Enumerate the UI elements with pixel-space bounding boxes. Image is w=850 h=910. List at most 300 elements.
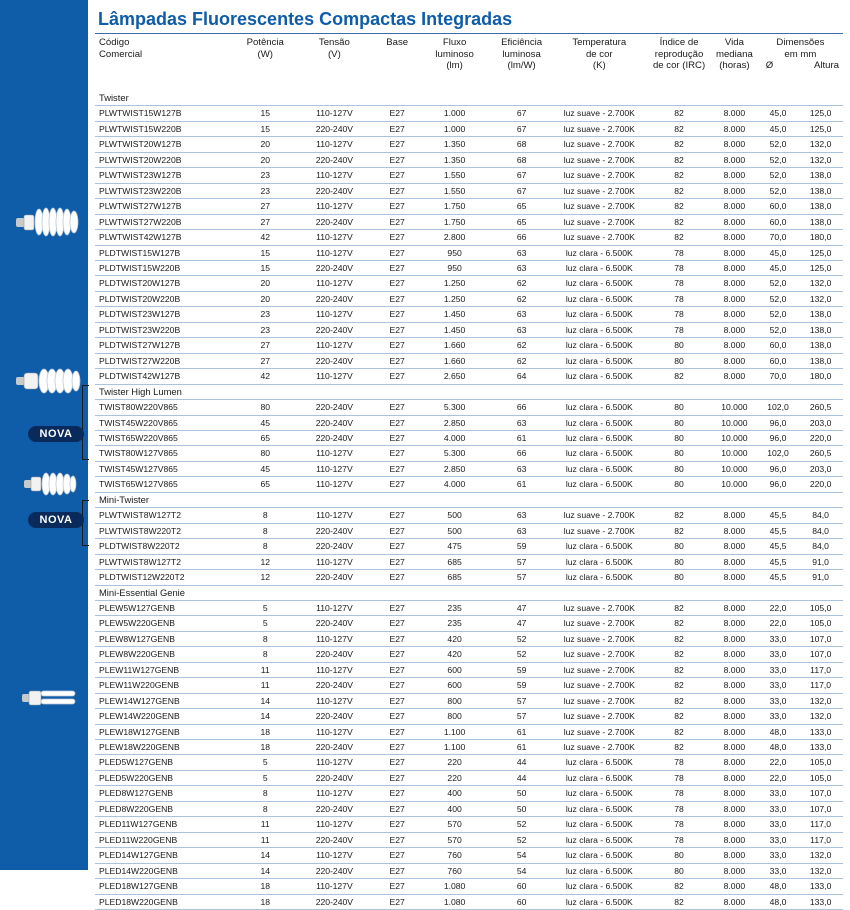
- cell-code: TWIST45W220V865: [95, 415, 239, 430]
- table-row: [95, 755, 843, 770]
- cell-irc: 80: [647, 539, 711, 554]
- cell-height: 138,0: [798, 307, 843, 322]
- cell-base: E27: [377, 400, 417, 415]
- cell-base: E27: [377, 199, 417, 214]
- cell-temperature: luz suave - 2.700K: [551, 740, 647, 755]
- cell-diameter: 33,0: [758, 647, 798, 662]
- cell-temperature: luz suave - 2.700K: [551, 662, 647, 677]
- cell-height: 138,0: [798, 322, 843, 337]
- cell-life: 8.000: [711, 353, 758, 368]
- genie-lamp-icon: [20, 686, 80, 710]
- cell-flux: 600: [417, 678, 491, 693]
- cell-voltage: 110-127V: [292, 276, 377, 291]
- cell-height: 132,0: [798, 291, 843, 306]
- cell-power: 8: [239, 523, 292, 538]
- cell-flux: 1.550: [417, 183, 491, 198]
- cell-life: 8.000: [711, 554, 758, 569]
- cell-flux: 400: [417, 786, 491, 801]
- cell-voltage: 220-240V: [292, 121, 377, 136]
- cell-life: 8.000: [711, 152, 758, 167]
- cell-efficiency: 65: [492, 199, 552, 214]
- cell-diameter: 45,5: [758, 508, 798, 523]
- table-header-row: [95, 34, 843, 91]
- cell-height: 132,0: [798, 709, 843, 724]
- table-row: [95, 879, 843, 894]
- cell-base: E27: [377, 121, 417, 136]
- cell-efficiency: 52: [492, 817, 552, 832]
- cell-life: 8.000: [711, 539, 758, 554]
- cell-efficiency: 65: [492, 214, 552, 229]
- cell-efficiency: 63: [492, 307, 552, 322]
- cell-irc: 80: [647, 400, 711, 415]
- cell-code: TWIST45W127V865: [95, 461, 239, 476]
- cell-code: PLED5W220GENB: [95, 770, 239, 785]
- cell-height: 117,0: [798, 678, 843, 693]
- cell-temperature: luz clara - 6.500K: [551, 307, 647, 322]
- cell-temperature: luz suave - 2.700K: [551, 199, 647, 214]
- cell-base: E27: [377, 662, 417, 677]
- table-row: [95, 415, 843, 430]
- cell-temperature: luz clara - 6.500K: [551, 322, 647, 337]
- cell-diameter: 33,0: [758, 662, 798, 677]
- cell-code: PLWTWIST23W220B: [95, 183, 239, 198]
- cell-height: 105,0: [798, 616, 843, 631]
- cell-code: PLDTWIST8W220T2: [95, 539, 239, 554]
- cell-power: 23: [239, 307, 292, 322]
- cell-diameter: 60,0: [758, 338, 798, 353]
- cell-power: 18: [239, 740, 292, 755]
- table-row: [95, 291, 843, 306]
- cell-irc: 82: [647, 152, 711, 167]
- cell-code: PLWTWIST20W220B: [95, 152, 239, 167]
- cell-base: E27: [377, 446, 417, 461]
- cell-power: 65: [239, 430, 292, 445]
- cell-life: 8.000: [711, 740, 758, 755]
- table-row: [95, 245, 843, 260]
- table-row: [95, 461, 843, 476]
- cell-base: E27: [377, 879, 417, 894]
- cell-code: PLDTWIST15W127B: [95, 245, 239, 260]
- cell-height: 220,0: [798, 430, 843, 445]
- cell-temperature: luz clara - 6.500K: [551, 539, 647, 554]
- cell-height: 133,0: [798, 740, 843, 755]
- cell-base: E27: [377, 786, 417, 801]
- cell-temperature: luz clara - 6.500K: [551, 570, 647, 585]
- cell-code: PLED18W220GENB: [95, 894, 239, 909]
- cell-life: 8.000: [711, 291, 758, 306]
- cell-flux: 2.850: [417, 415, 491, 430]
- cell-power: 18: [239, 724, 292, 739]
- cell-temperature: luz clara - 6.500K: [551, 245, 647, 260]
- page-title: Lâmpadas Fluorescentes Compactas Integradas: [98, 9, 513, 29]
- cell-flux: 420: [417, 631, 491, 646]
- cell-temperature: luz suave - 2.700K: [551, 709, 647, 724]
- cell-code: PLED8W220GENB: [95, 801, 239, 816]
- cell-base: E27: [377, 616, 417, 631]
- cell-diameter: 70,0: [758, 369, 798, 384]
- cell-diameter: 33,0: [758, 678, 798, 693]
- cell-temperature: luz suave - 2.700K: [551, 121, 647, 136]
- cell-height: 117,0: [798, 832, 843, 847]
- cell-temperature: luz clara - 6.500K: [551, 848, 647, 863]
- cell-base: E27: [377, 894, 417, 909]
- cell-code: PLDTWIST27W220B: [95, 353, 239, 368]
- cell-efficiency: 63: [492, 322, 552, 337]
- cell-height: 105,0: [798, 755, 843, 770]
- cell-irc: 82: [647, 709, 711, 724]
- cell-base: E27: [377, 230, 417, 245]
- cell-code: TWIST65W220V865: [95, 430, 239, 445]
- cell-temperature: luz clara - 6.500K: [551, 770, 647, 785]
- cell-base: E27: [377, 260, 417, 275]
- cell-code: TWIST65W127V865: [95, 477, 239, 492]
- cell-irc: 82: [647, 894, 711, 909]
- cell-height: 105,0: [798, 770, 843, 785]
- cell-irc: 82: [647, 724, 711, 739]
- cell-life: 8.000: [711, 137, 758, 152]
- cell-diameter: 22,0: [758, 616, 798, 631]
- cell-voltage: 220-240V: [292, 152, 377, 167]
- cell-life: 8.000: [711, 600, 758, 615]
- table-row: [95, 430, 843, 445]
- cell-diameter: 52,0: [758, 183, 798, 198]
- cell-code: PLEW5W220GENB: [95, 616, 239, 631]
- cell-efficiency: 63: [492, 415, 552, 430]
- cell-base: E27: [377, 183, 417, 198]
- cell-efficiency: 63: [492, 508, 552, 523]
- cell-power: 5: [239, 770, 292, 785]
- cell-flux: 1.000: [417, 121, 491, 136]
- cell-irc: 78: [647, 245, 711, 260]
- cell-diameter: 45,0: [758, 106, 798, 121]
- cell-voltage: 110-127V: [292, 662, 377, 677]
- cell-temperature: luz suave - 2.700K: [551, 152, 647, 167]
- cell-power: 8: [239, 631, 292, 646]
- cell-power: 23: [239, 168, 292, 183]
- cell-height: 117,0: [798, 817, 843, 832]
- cell-flux: 1.660: [417, 353, 491, 368]
- cell-flux: 950: [417, 245, 491, 260]
- cell-efficiency: 62: [492, 276, 552, 291]
- cell-voltage: 110-127V: [292, 230, 377, 245]
- cell-irc: 78: [647, 276, 711, 291]
- cell-life: 8.000: [711, 879, 758, 894]
- cell-flux: 1.100: [417, 724, 491, 739]
- cell-voltage: 220-240V: [292, 183, 377, 198]
- table-row: [95, 230, 843, 245]
- group-name: Twister: [95, 91, 843, 106]
- cell-diameter: 60,0: [758, 214, 798, 229]
- cell-base: E27: [377, 214, 417, 229]
- cell-power: 8: [239, 508, 292, 523]
- cell-temperature: luz clara - 6.500K: [551, 832, 647, 847]
- cell-base: E27: [377, 106, 417, 121]
- cell-power: 42: [239, 369, 292, 384]
- cell-height: 84,0: [798, 539, 843, 554]
- cell-code: PLWTWIST8W127T2: [95, 554, 239, 569]
- cell-power: 80: [239, 446, 292, 461]
- cell-power: 11: [239, 678, 292, 693]
- cell-height: 138,0: [798, 214, 843, 229]
- cell-efficiency: 63: [492, 260, 552, 275]
- cell-code: TWIST80W127V865: [95, 446, 239, 461]
- cell-base: E27: [377, 291, 417, 306]
- cell-height: 203,0: [798, 415, 843, 430]
- cell-code: PLED18W127GENB: [95, 879, 239, 894]
- cell-voltage: 220-240V: [292, 709, 377, 724]
- cell-temperature: luz clara - 6.500K: [551, 291, 647, 306]
- cell-base: E27: [377, 709, 417, 724]
- cell-irc: 80: [647, 446, 711, 461]
- table-row: [95, 600, 843, 615]
- cell-irc: 80: [647, 430, 711, 445]
- cell-temperature: luz clara - 6.500K: [551, 415, 647, 430]
- spec-table-container: [95, 33, 843, 910]
- cell-efficiency: 59: [492, 539, 552, 554]
- cell-temperature: luz suave - 2.700K: [551, 523, 647, 538]
- table-row: [95, 152, 843, 167]
- cell-voltage: 220-240V: [292, 570, 377, 585]
- cell-voltage: 220-240V: [292, 647, 377, 662]
- cell-life: 10.000: [711, 446, 758, 461]
- cell-irc: 82: [647, 137, 711, 152]
- cell-voltage: 110-127V: [292, 307, 377, 322]
- cell-irc: 80: [647, 415, 711, 430]
- cell-life: 8.000: [711, 245, 758, 260]
- cell-efficiency: 62: [492, 338, 552, 353]
- cell-power: 5: [239, 600, 292, 615]
- cell-irc: 82: [647, 662, 711, 677]
- twister-lamp-icon: [14, 204, 82, 240]
- cell-diameter: 52,0: [758, 291, 798, 306]
- cell-power: 18: [239, 894, 292, 909]
- col-header-code: Código Comercial: [99, 37, 143, 60]
- cell-temperature: luz clara - 6.500K: [551, 477, 647, 492]
- cell-life: 8.000: [711, 276, 758, 291]
- cell-voltage: 110-127V: [292, 461, 377, 476]
- cell-irc: 78: [647, 832, 711, 847]
- cell-temperature: luz clara - 6.500K: [551, 400, 647, 415]
- cell-height: 84,0: [798, 523, 843, 538]
- cell-height: 84,0: [798, 508, 843, 523]
- cell-efficiency: 59: [492, 662, 552, 677]
- table-row: [95, 848, 843, 863]
- cell-life: 8.000: [711, 214, 758, 229]
- cell-power: 15: [239, 245, 292, 260]
- cell-code: PLED5W127GENB: [95, 755, 239, 770]
- cell-code: PLDTWIST42W127B: [95, 369, 239, 384]
- cell-diameter: 60,0: [758, 199, 798, 214]
- cell-flux: 220: [417, 770, 491, 785]
- cell-diameter: 45,5: [758, 523, 798, 538]
- table-row: [95, 183, 843, 198]
- cell-voltage: 220-240V: [292, 214, 377, 229]
- cell-temperature: luz clara - 6.500K: [551, 276, 647, 291]
- cell-voltage: 110-127V: [292, 817, 377, 832]
- cell-life: 8.000: [711, 647, 758, 662]
- cell-temperature: luz suave - 2.700K: [551, 631, 647, 646]
- cell-efficiency: 68: [492, 137, 552, 152]
- cell-flux: 4.000: [417, 430, 491, 445]
- cell-flux: 1.450: [417, 322, 491, 337]
- group-bracket: [82, 385, 89, 460]
- cell-height: 138,0: [798, 199, 843, 214]
- table-row: [95, 137, 843, 152]
- table-row: [95, 106, 843, 121]
- cell-diameter: 48,0: [758, 879, 798, 894]
- cell-power: 14: [239, 709, 292, 724]
- table-row: [95, 322, 843, 337]
- cell-efficiency: 61: [492, 477, 552, 492]
- cell-voltage: 110-127V: [292, 600, 377, 615]
- table-row: [95, 369, 843, 384]
- cell-power: 23: [239, 183, 292, 198]
- cell-height: 220,0: [798, 477, 843, 492]
- cell-life: 8.000: [711, 338, 758, 353]
- cell-height: 132,0: [798, 863, 843, 878]
- cell-efficiency: 50: [492, 801, 552, 816]
- cell-diameter: 45,5: [758, 554, 798, 569]
- cell-flux: 760: [417, 863, 491, 878]
- cell-diameter: 22,0: [758, 770, 798, 785]
- cell-flux: 1.550: [417, 168, 491, 183]
- cell-voltage: 220-240V: [292, 863, 377, 878]
- cell-base: E27: [377, 848, 417, 863]
- spec-table: [95, 34, 843, 910]
- cell-flux: 760: [417, 848, 491, 863]
- cell-code: PLWTWIST8W127T2: [95, 508, 239, 523]
- cell-diameter: 52,0: [758, 307, 798, 322]
- cell-base: E27: [377, 523, 417, 538]
- cell-power: 20: [239, 276, 292, 291]
- cell-temperature: luz suave - 2.700K: [551, 214, 647, 229]
- table-row: [95, 523, 843, 538]
- cell-efficiency: 60: [492, 879, 552, 894]
- cell-flux: 1.350: [417, 137, 491, 152]
- cell-base: E27: [377, 353, 417, 368]
- cell-voltage: 110-127V: [292, 848, 377, 863]
- cell-irc: 82: [647, 214, 711, 229]
- table-row: [95, 770, 843, 785]
- cell-power: 42: [239, 230, 292, 245]
- cell-code: PLED11W220GENB: [95, 832, 239, 847]
- cell-diameter: 33,0: [758, 693, 798, 708]
- cell-diameter: 52,0: [758, 137, 798, 152]
- cell-diameter: 48,0: [758, 740, 798, 755]
- cell-power: 27: [239, 353, 292, 368]
- cell-voltage: 220-240V: [292, 260, 377, 275]
- nova-badge: NOVA: [28, 512, 84, 528]
- cell-height: 133,0: [798, 894, 843, 909]
- cell-power: 5: [239, 616, 292, 631]
- col-header-flux: Fluxo luminoso (lm): [435, 37, 474, 71]
- cell-power: 8: [239, 539, 292, 554]
- cell-diameter: 45,0: [758, 260, 798, 275]
- cell-temperature: luz suave - 2.700K: [551, 724, 647, 739]
- cell-base: E27: [377, 755, 417, 770]
- cell-efficiency: 44: [492, 770, 552, 785]
- cell-flux: 1.080: [417, 894, 491, 909]
- table-row: [95, 121, 843, 136]
- cell-voltage: 110-127V: [292, 245, 377, 260]
- cell-life: 8.000: [711, 786, 758, 801]
- cell-diameter: 70,0: [758, 230, 798, 245]
- cell-efficiency: 63: [492, 461, 552, 476]
- cell-flux: 5.300: [417, 446, 491, 461]
- table-row: [95, 693, 843, 708]
- cell-base: E27: [377, 276, 417, 291]
- cell-efficiency: 59: [492, 678, 552, 693]
- col-header-diameter: Ø: [765, 60, 774, 71]
- cell-height: 125,0: [798, 121, 843, 136]
- cell-height: 138,0: [798, 338, 843, 353]
- cell-height: 91,0: [798, 570, 843, 585]
- cell-flux: 235: [417, 616, 491, 631]
- cell-voltage: 220-240V: [292, 770, 377, 785]
- cell-temperature: luz suave - 2.700K: [551, 678, 647, 693]
- cell-flux: 420: [417, 647, 491, 662]
- cell-irc: 80: [647, 338, 711, 353]
- table-row: [95, 168, 843, 183]
- cell-diameter: 48,0: [758, 724, 798, 739]
- cell-temperature: luz suave - 2.700K: [551, 508, 647, 523]
- cell-code: PLWTWIST27W127B: [95, 199, 239, 214]
- cell-height: 107,0: [798, 801, 843, 816]
- col-header-irc: Índice de reprodução de cor (IRC): [652, 37, 706, 71]
- cell-diameter: 48,0: [758, 894, 798, 909]
- table-row: [95, 353, 843, 368]
- cell-flux: 4.000: [417, 477, 491, 492]
- cell-temperature: luz clara - 6.500K: [551, 353, 647, 368]
- cell-base: E27: [377, 152, 417, 167]
- cell-diameter: 22,0: [758, 600, 798, 615]
- cell-code: PLED8W127GENB: [95, 786, 239, 801]
- cell-life: 8.000: [711, 662, 758, 677]
- cell-life: 8.000: [711, 678, 758, 693]
- col-header-base: Base: [386, 37, 409, 48]
- cell-diameter: 102,0: [758, 446, 798, 461]
- cell-base: E27: [377, 817, 417, 832]
- cell-efficiency: 67: [492, 121, 552, 136]
- cell-life: 8.000: [711, 199, 758, 214]
- cell-diameter: 45,5: [758, 539, 798, 554]
- cell-irc: 82: [647, 647, 711, 662]
- cell-temperature: luz clara - 6.500K: [551, 786, 647, 801]
- cell-efficiency: 60: [492, 894, 552, 909]
- cell-base: E27: [377, 338, 417, 353]
- cell-efficiency: 57: [492, 554, 552, 569]
- cell-life: 10.000: [711, 461, 758, 476]
- cell-base: E27: [377, 570, 417, 585]
- cell-irc: 82: [647, 631, 711, 646]
- cell-height: 117,0: [798, 662, 843, 677]
- cell-voltage: 110-127V: [292, 137, 377, 152]
- cell-flux: 1.250: [417, 291, 491, 306]
- cell-code: PLDTWIST27W127B: [95, 338, 239, 353]
- cell-base: E27: [377, 477, 417, 492]
- cell-base: E27: [377, 693, 417, 708]
- cell-flux: 1.750: [417, 199, 491, 214]
- table-row: [95, 678, 843, 693]
- cell-power: 14: [239, 848, 292, 863]
- table-row: [95, 801, 843, 816]
- cell-efficiency: 66: [492, 446, 552, 461]
- table-row: [95, 647, 843, 662]
- cell-flux: 220: [417, 755, 491, 770]
- cell-height: 260,5: [798, 446, 843, 461]
- cell-life: 8.000: [711, 523, 758, 538]
- cell-temperature: luz clara - 6.500K: [551, 430, 647, 445]
